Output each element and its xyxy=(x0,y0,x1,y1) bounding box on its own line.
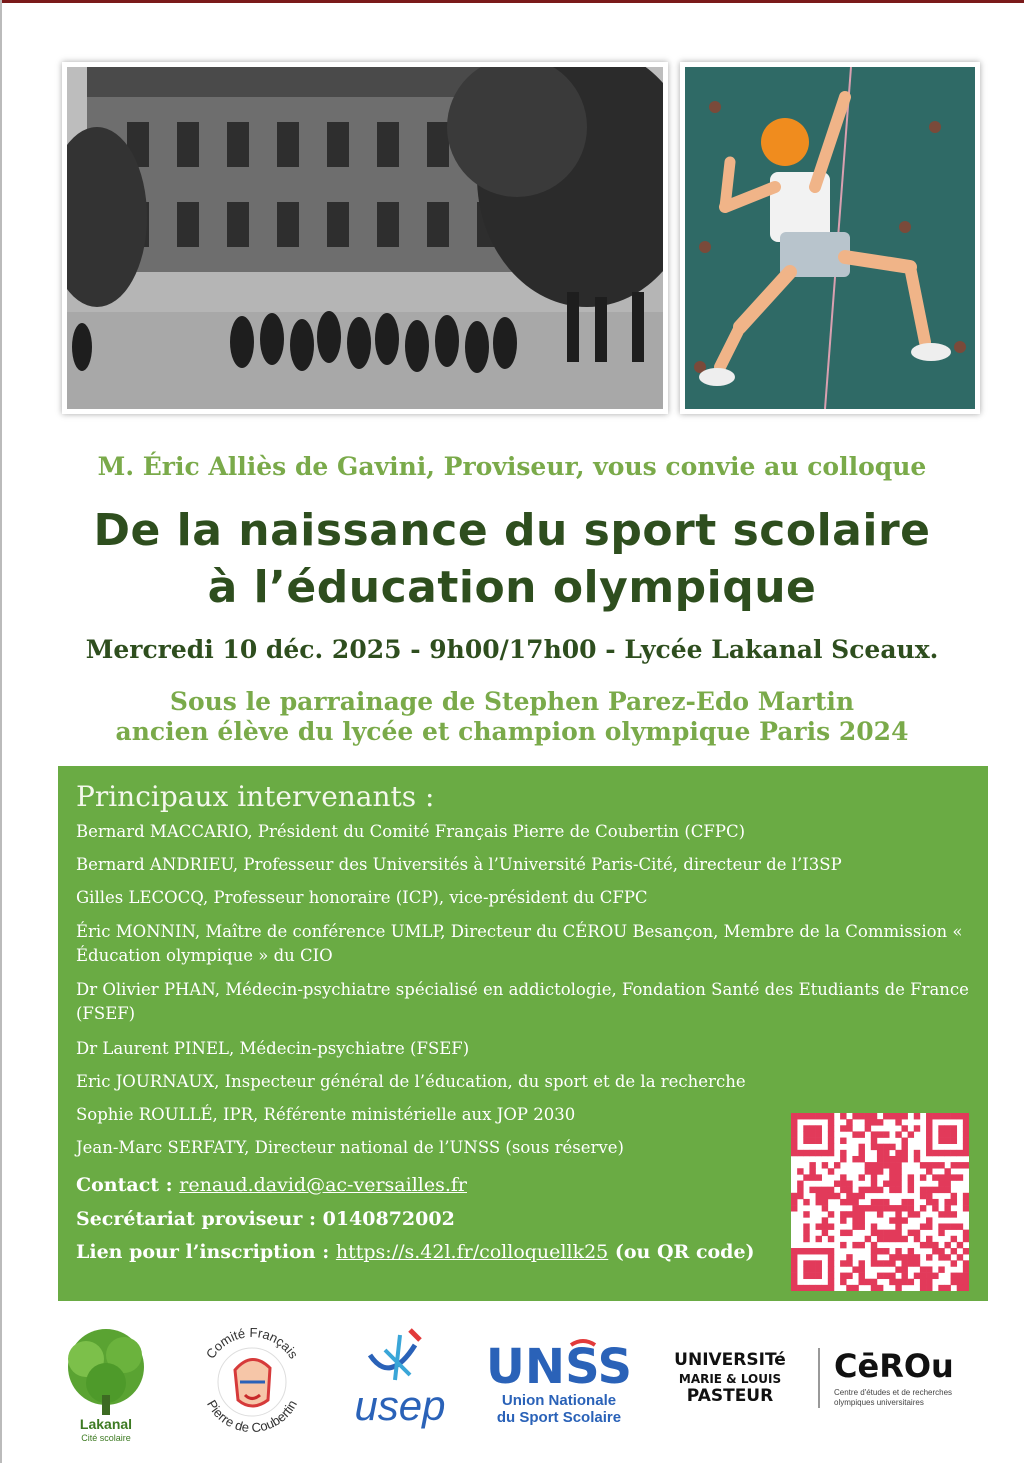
speaker-item: Eric JOURNAUX, Inspecteur général de l’éducation, du sport et de la recherche xyxy=(76,1072,746,1091)
climbing-wall-photo xyxy=(680,62,980,414)
registration-line xyxy=(76,1241,755,1263)
speaker-item: Éric MONNIN, Maître de conférence UMLP, Directeur du CÉROU Besançon, Membre de la Commission « Éducation olympique » du CIO xyxy=(76,922,963,965)
patronage-line-2: ancien élève du lycée et champion olympique Paris 2024 xyxy=(115,717,909,746)
speaker-item: Dr Olivier PHAN, Médecin-psychiatre spécialisé en addictologie, Fondation Santé des Etudiants de France (FSEF) xyxy=(76,980,969,1023)
umlp-logo xyxy=(655,1345,805,1415)
lakanal-name: Lakanal xyxy=(79,1416,133,1432)
cerou-line1: Centre d'études et de recherches xyxy=(834,1388,953,1397)
event-date-line: Mercredi 10 déc. 2025 - 9h00/17h00 - Lycée Lakanal Sceaux. xyxy=(85,635,939,664)
top-border xyxy=(0,0,1024,3)
speaker-item: Bernard ANDRIEU, Professeur des Universités à l’Université Paris-Cité, directeur de l’I3SP xyxy=(76,855,842,874)
patronage-line-1: Sous le parrainage de Stephen Parez-Edo Martin xyxy=(169,687,855,716)
unss-line2: du Sport Scolaire xyxy=(496,1409,622,1426)
logo-divider xyxy=(818,1348,820,1408)
cfpc-bottom-text: Pierre de Coubertin xyxy=(204,1397,300,1436)
unss-text: UNSS xyxy=(485,1339,633,1395)
cfpc-top-text: Comité Français xyxy=(202,1324,302,1362)
registration-suffix: (ou QR code) xyxy=(614,1241,755,1263)
contact-label: Contact : xyxy=(76,1174,173,1196)
speaker-item: Jean-Marc SERFATY, Directeur national de l’UNSS (sous réserve) xyxy=(76,1138,624,1157)
registration-qr-code[interactable] xyxy=(791,1113,969,1291)
contact-email-link[interactable]: renaud.david@ac-versailles.fr xyxy=(179,1174,467,1196)
secretariat-label: Secrétariat proviseur : xyxy=(76,1208,316,1230)
registration-link[interactable]: https://s.42l.fr/colloquellk25 xyxy=(335,1241,609,1263)
cerou-text: CēROu xyxy=(834,1347,954,1385)
umlp-line1: UNIVERSITé xyxy=(674,1350,786,1370)
speakers-panel xyxy=(58,766,988,1301)
cfpc-logo xyxy=(190,1320,315,1445)
cerou-logo xyxy=(830,1345,980,1415)
contact-line xyxy=(76,1174,467,1196)
lakanal-sub: Cité scolaire xyxy=(81,1433,131,1443)
speaker-item: Dr Laurent PINEL, Médecin-psychiatre (FSEF) xyxy=(76,1039,470,1058)
speaker-item: Gilles LECOCQ, Professeur honoraire (ICP), vice-président du CFPC xyxy=(76,888,648,907)
umlp-line2: MARIE & LOUIS xyxy=(678,1372,782,1386)
speakers-heading: Principaux intervenants : xyxy=(76,780,435,813)
cerou-line2: olympiques universitaires xyxy=(834,1398,924,1407)
title-line-2: à l’éducation olympique xyxy=(207,562,817,613)
unss-line1: Union Nationale xyxy=(501,1392,617,1409)
historic-running-photo xyxy=(62,62,668,414)
invitation-line: M. Éric Alliès de Gavini, Proviseur, vous convie au colloque xyxy=(97,452,927,481)
secretariat-phone: 0140872002 xyxy=(322,1208,455,1230)
secretariat-line xyxy=(76,1208,455,1230)
unss-logo xyxy=(483,1335,635,1430)
usep-text: usep xyxy=(354,1382,446,1429)
lakanal-logo xyxy=(60,1325,152,1445)
speaker-item: Sophie ROULLÉ, IPR, Référente ministérielle aux JOP 2030 xyxy=(76,1105,576,1124)
speaker-item: Bernard MACCARIO, Président du Comité Français Pierre de Coubertin (CFPC) xyxy=(76,822,746,841)
partner-logos xyxy=(0,1320,1024,1450)
title-line-1: De la naissance du sport scolaire xyxy=(93,505,931,556)
usep-logo xyxy=(340,1325,460,1435)
umlp-line3: PASTEUR xyxy=(686,1386,774,1406)
registration-label: Lien pour l’inscription : xyxy=(76,1241,330,1263)
